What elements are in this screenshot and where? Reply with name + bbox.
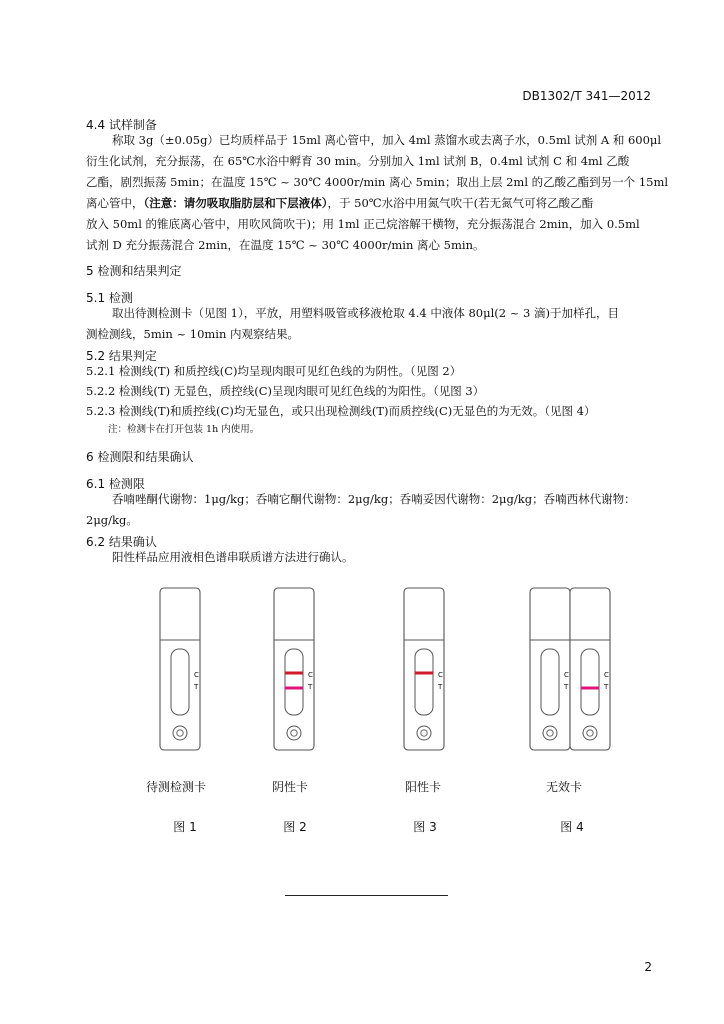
line-start: 离心管中， <box>86 196 144 210</box>
sample-well <box>543 726 557 740</box>
result-window <box>541 649 559 715</box>
paragraph-line: 衍生化试剂，充分振荡，在 65℃水浴中孵育 30 min。分别加入 1ml 试剂 B，0.4ml 试剂 C 和 4ml 乙酸 <box>86 154 630 168</box>
result-window <box>171 649 189 715</box>
standard-code: DB1302/T 341—2012 <box>522 89 651 103</box>
figure-3-label: 图 3 <box>413 820 437 834</box>
sample-well <box>287 726 301 740</box>
result-window <box>415 649 433 715</box>
paragraph-line: 2μg/kg。 <box>86 513 138 527</box>
figure-4-caption: 无效卡 <box>545 780 582 794</box>
section-4-4-title: 4.4 试样制备 <box>86 118 157 132</box>
clause-5-2-1: 5.2.1 检测线(T) 和质控线(C)均呈现肉眼可见红色线的为阴性。（见图 2） <box>86 364 462 378</box>
paragraph-line: 取出待测检测卡（见图 1），平放，用塑料吸管或移液枪取 4.4 中液体 80μl(2 ~ 3 滴)于加样孔，目 <box>112 306 619 320</box>
paragraph-line: 呑喃唑酮代谢物：1μg/kg；呑喃它酮代谢物：2μg/kg；呑喃妥因代谢物：2μg/kg；呑喃西林代谢物： <box>112 492 636 506</box>
paragraph-line: 称取 3g（±0.05g）已均质样品于 15ml 离心管中，加入 4ml 蒸馏水或去离子水，0.5ml 试剂 A 和 600μl <box>112 133 662 147</box>
usage-note: 注：检测卡在打开包装 1h 内使用。 <box>108 424 260 435</box>
card-negative <box>274 588 314 750</box>
figure-1-caption: 待测检测卡 <box>145 780 206 794</box>
end-rule <box>285 895 448 896</box>
paragraph-line: 试剂 D 充分振荡混合 2min，在温度 15℃ ~ 30℃ 4000r/min 离心 5min。 <box>86 238 485 252</box>
card-untested <box>160 588 200 750</box>
test-card-figures <box>0 580 724 760</box>
figure-3-caption: 阳性卡 <box>404 780 441 794</box>
control-marker: C <box>604 671 609 679</box>
page-number: 2 <box>644 960 652 974</box>
figure-2-label: 图 2 <box>283 820 307 834</box>
result-window <box>581 649 599 715</box>
section-6-2-body: 阳性样品应用液相色谱串联质谱方法进行确认。 <box>112 550 354 564</box>
section-5-title: 5 检测和结果判定 <box>86 264 182 278</box>
control-marker: C <box>564 671 569 679</box>
paragraph-line <box>86 193 656 214</box>
section-6-title: 6 检测限和结果确认 <box>86 450 194 464</box>
section-6-2-title: 6.2 结果确认 <box>86 535 157 549</box>
test-marker: T <box>438 683 443 691</box>
figure-4-label: 图 4 <box>560 820 584 834</box>
section-5-2-title: 5.2 结果判定 <box>86 349 157 363</box>
card-invalid-a <box>530 588 570 750</box>
section-5-1-title: 5.1 检测 <box>86 291 133 305</box>
test-marker: T <box>308 683 313 691</box>
paragraph-line: 乙酯，剧烈振荡 5min；在温度 15℃ ~ 30℃ 4000r/min 离心 5min；取出上层 2ml 的乙酸乙酯到另一个 15ml <box>86 175 669 189</box>
control-marker: C <box>308 671 313 679</box>
caution-note: （注意：请勿吸取脂肪层和下层液体） <box>143 196 328 210</box>
sample-well <box>173 726 187 740</box>
line-end: ，于 50℃水浴中用氮气吹干(若无氮气可将乙酸乙酯 <box>327 196 594 210</box>
result-window <box>285 649 303 715</box>
clause-5-2-2: 5.2.2 检测线(T) 无显色，质控线(C)呈现肉眼可见红色线的为阳性。（见图 3） <box>86 384 485 398</box>
test-marker: T <box>604 683 609 691</box>
figure-1-label: 图 1 <box>173 820 197 834</box>
control-marker: C <box>438 671 443 679</box>
card-invalid-b <box>570 588 610 750</box>
sample-well <box>583 726 597 740</box>
section-6-1-title: 6.1 检测限 <box>86 477 145 491</box>
control-marker: C <box>194 671 199 679</box>
card-positive <box>404 588 444 750</box>
figure-2-caption: 阴性卡 <box>271 780 308 794</box>
paragraph-line: 放入 50ml 的锥底离心管中，用吹风筒吹干)；用 1ml 正己烷溶解干横物，充分振荡混合 2min，加入 0.5ml <box>86 217 640 231</box>
sample-well <box>417 726 431 740</box>
test-marker: T <box>564 683 569 691</box>
clause-5-2-3: 5.2.3 检测线(T)和质控线(C)均无显色，或只出现检测线(T)而质控线(C)无显色的为无效。（见图 4） <box>86 404 596 418</box>
paragraph-line: 测检测线，5min ~ 10min 内观察结果。 <box>86 327 300 341</box>
test-marker: T <box>194 683 199 691</box>
